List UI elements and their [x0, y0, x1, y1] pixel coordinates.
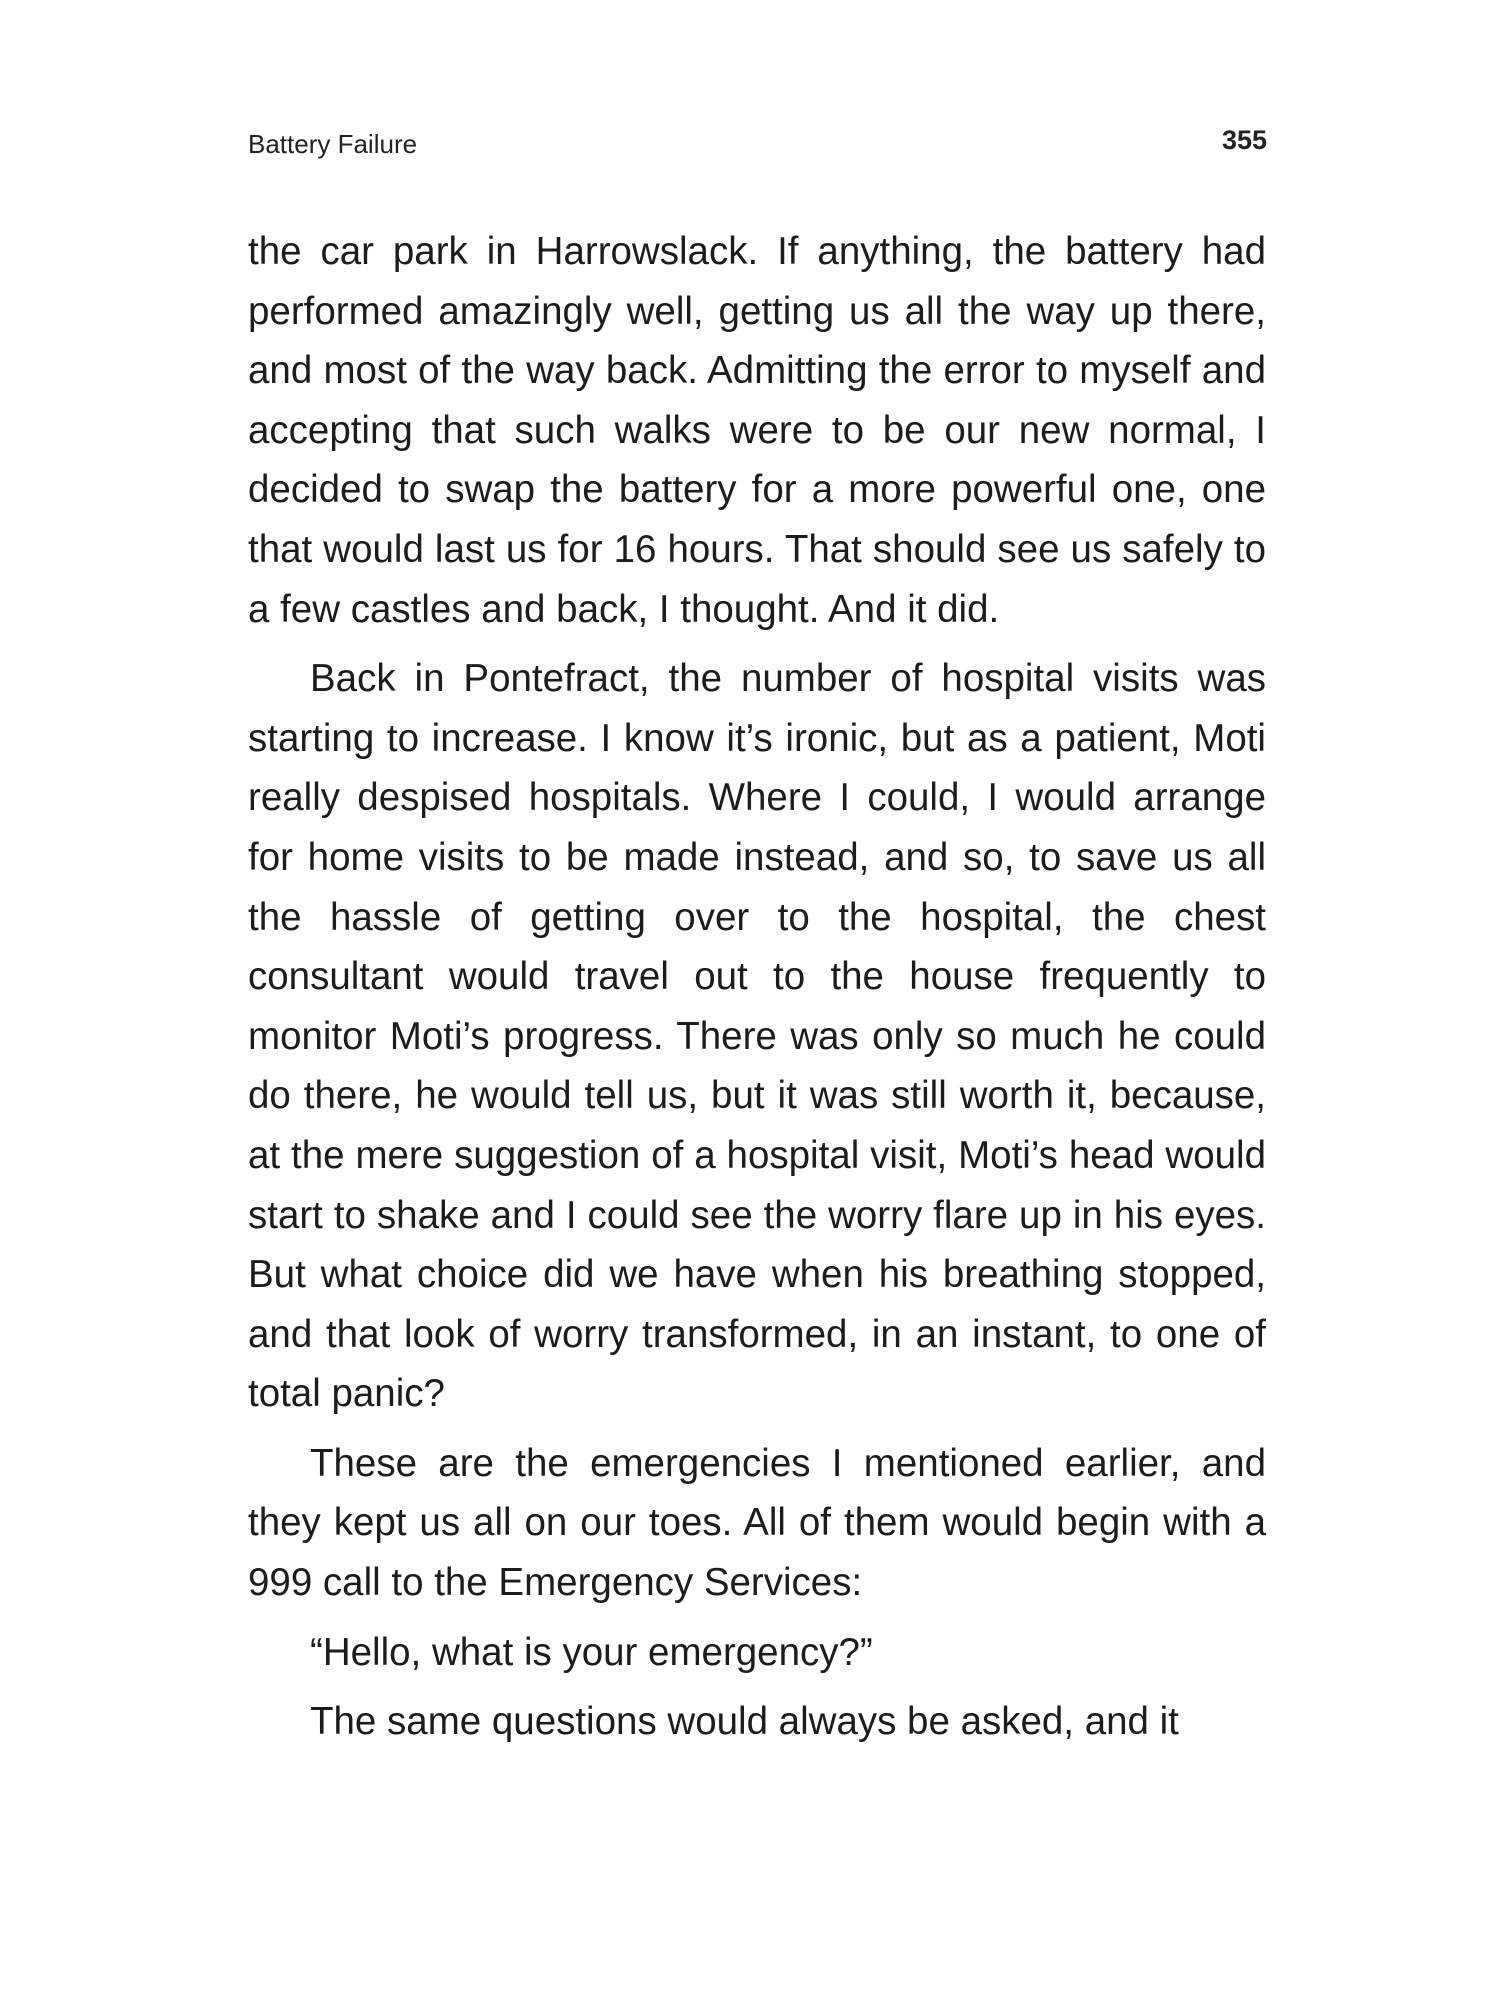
paragraph-emergency-quote: “Hello, what is your emergency?” — [310, 1630, 873, 1674]
paragraph-emergencies: These are the emergencies I mentioned earlier, and they kept us all on our toes. All of them would begin with a 999 call to the Emergency Services: — [248, 1441, 1266, 1605]
paragraph-hospital-visits: Back in Pontefract, the number of hospital visits was starting to increase. I know it’s ironic, but as a patient, Moti really despised hospitals. Where I could, I would arrange for home visits to be made instead, and so, to save us all the hassle of getting over to the hospital, the chest consultant would travel out to the house frequently to monitor Moti’s progress. There was only so much he could do there, he would tell us, but it was still worth it, because, at the mere suggestion of a hospital visit, Moti’s head would start to shake and I could see the worry flare up in his eyes. But what choice did we have when his breathing stopped, and that look of worry transformed, in an instant, to one of total panic? — [248, 657, 1266, 1416]
page-number: 355 — [1221, 125, 1267, 155]
paragraph-questions: The same questions would always be asked, and it — [310, 1700, 1179, 1744]
running-title: Battery Failure — [248, 129, 418, 159]
body-text — [248, 222, 1266, 1752]
paragraph-continued: the car park in Harrowslack. If anything, the battery had performed amazingly well, getting us all the way up there, and most of the way back. Admitting the error to myself and accepting that such walks were to be our new normal, I decided to swap the battery for a more powerful one, one that would last us for 16 hours. That should see us safely to a few castles and back, I thought. And it did. — [248, 230, 1266, 631]
